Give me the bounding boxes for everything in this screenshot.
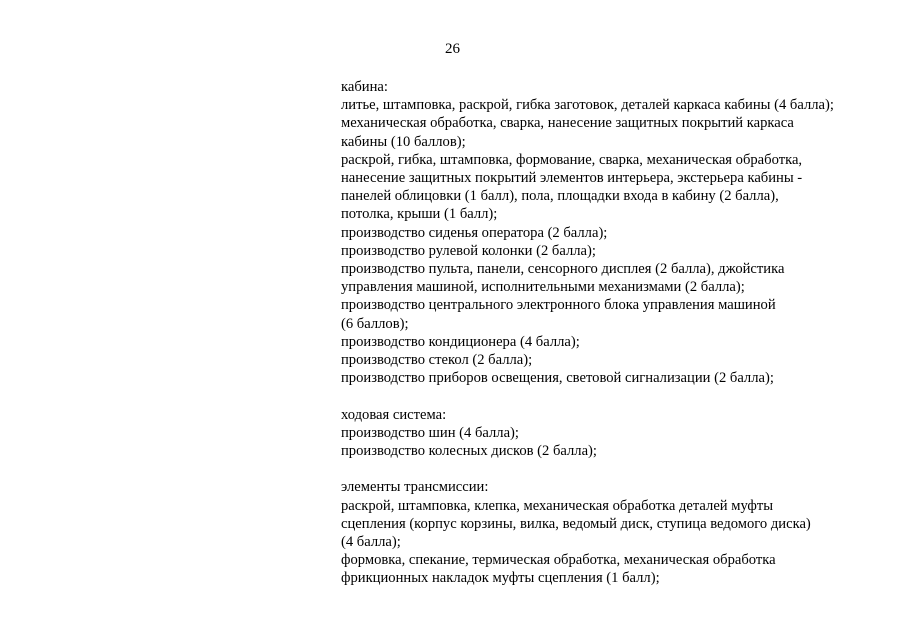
- text-line: производство стекол (2 балла);: [341, 352, 533, 369]
- text-line: производство колесных дисков (2 балла);: [341, 443, 597, 460]
- text-line: производство рулевой колонки (2 балла);: [341, 242, 596, 259]
- text-section: [341, 78, 901, 387]
- text-line: производство центрального электронного блока управления машиной: [341, 297, 776, 314]
- text-line: (4 балла);: [341, 534, 401, 551]
- text-line: производство кондиционера (4 балла);: [341, 333, 580, 350]
- page-number-text: 26: [445, 41, 460, 57]
- text-line: нанесение защитных покрытий элементов интерьера, экстерьера кабины -: [341, 170, 803, 187]
- text-line: кабины (10 баллов);: [341, 133, 466, 150]
- text-line: потолка, крыши (1 балл);: [341, 206, 498, 223]
- text-section: [341, 406, 901, 461]
- section-heading: элементы трансмиссии:: [341, 479, 489, 496]
- text-line: производство приборов освещения, световой сигнализации (2 балла);: [341, 370, 774, 387]
- text-line: фрикционных накладок муфты сцепления (1 балл);: [341, 570, 660, 587]
- document-body: [341, 78, 901, 606]
- page-number: [0, 40, 905, 58]
- text-line: управления машиной, исполнительными механизмами (2 балла);: [341, 279, 745, 296]
- text-section: [341, 478, 901, 587]
- text-line: формовка, спекание, термическая обработка, механическая обработка: [341, 552, 776, 569]
- section-heading: ходовая система:: [341, 406, 447, 423]
- text-line: механическая обработка, сварка, нанесение защитных покрытий каркаса: [341, 115, 794, 132]
- text-line: панелей облицовки (1 балл), пола, площадки входа в кабину (2 балла),: [341, 188, 779, 205]
- text-line: производство сиденья оператора (2 балла);: [341, 224, 608, 241]
- section-heading: кабина:: [341, 79, 388, 95]
- text-line: раскрой, штамповка, клепка, механическая обработка деталей муфты: [341, 497, 774, 514]
- text-line: сцепления (корпус корзины, вилка, ведомый диск, ступица ведомого диска): [341, 515, 811, 532]
- text-line: (6 баллов);: [341, 315, 409, 332]
- text-line: раскрой, гибка, штамповка, формование, сварка, механическая обработка,: [341, 151, 803, 168]
- text-line: производство пульта, панели, сенсорного дисплея (2 балла), джойстика: [341, 261, 785, 278]
- text-line: литье, штамповка, раскрой, гибка заготовок, деталей каркаса кабины (4 балла);: [341, 97, 834, 114]
- text-line: производство шин (4 балла);: [341, 424, 519, 441]
